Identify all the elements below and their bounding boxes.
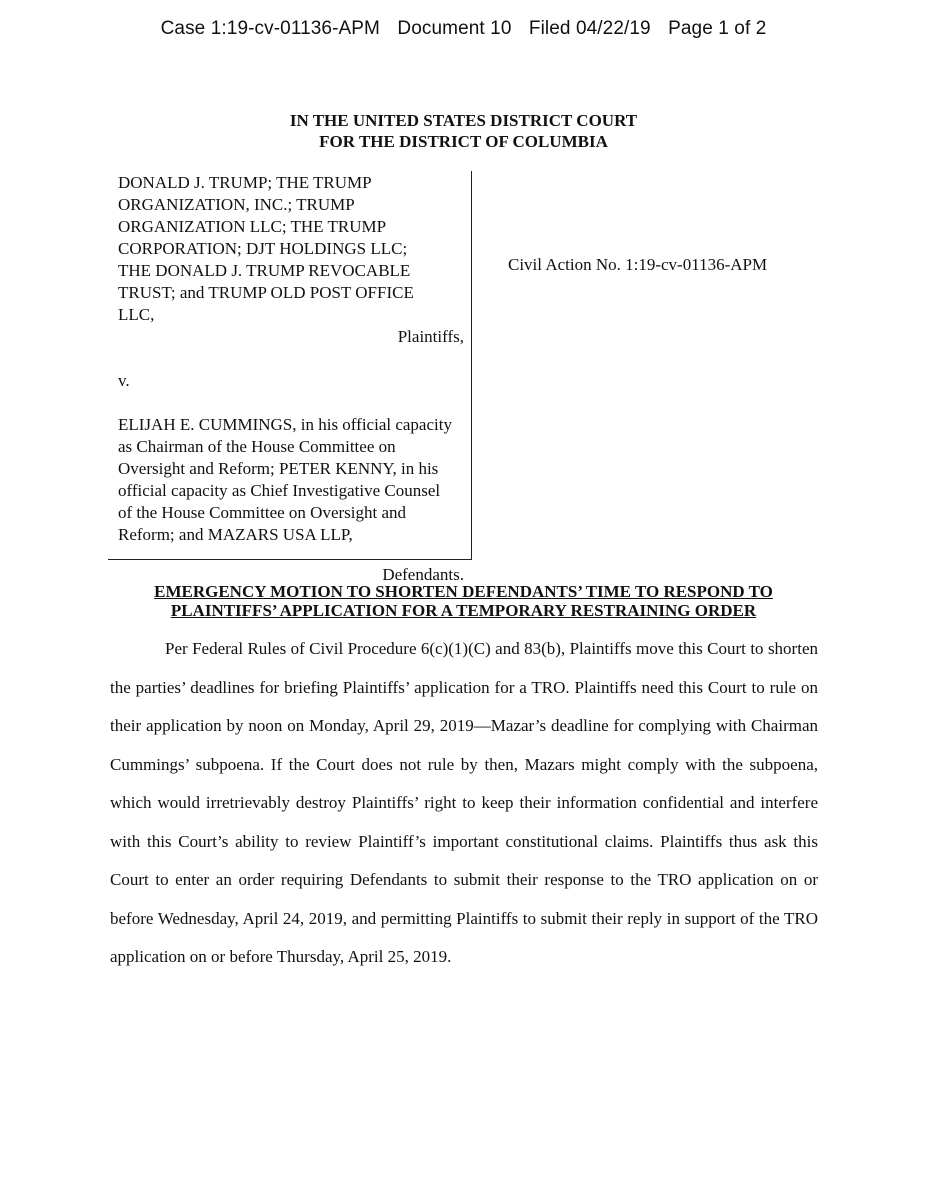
plaintiffs-line: THE DONALD J. TRUMP REVOCABLE [118,261,411,280]
page-indicator: Page 1 of 2 [668,18,767,39]
court-name-line2: FOR THE DISTRICT OF COLUMBIA [319,132,608,151]
case-number: Case 1:19-cv-01136-APM [160,18,380,39]
defendants-role: Defendants. [382,565,464,584]
case-caption-parties [118,172,464,586]
versus: v. [118,371,130,390]
motion-title-line2: PLAINTIFFS’ APPLICATION FOR A TEMPORARY RESTRAINING ORDER [170,601,757,620]
filed-date: Filed 04/22/19 [528,18,651,39]
defendants-line: of the House Committee on Oversight and [118,503,407,522]
civil-action-number: Civil Action No. 1:19-cv-01136-APM [508,255,768,274]
defendants-line: official capacity as Chief Investigative Counsel [118,481,441,500]
defendants-line: ELIJAH E. CUMMINGS, in his official capacity [118,415,452,434]
plaintiffs-line: DONALD J. TRUMP; THE TRUMP [118,173,372,192]
plaintiffs-line: LLC, [118,305,155,324]
motion-body-paragraph: Per Federal Rules of Civil Procedure 6(c)(1)(C) and 83(b), Plaintiffs move this Court to shorten the parties’ deadlines for briefing Plaintiffs’ application for a TRO. Plaintiffs need this Court to rule on their application by noon on Monday, April 29, 2019—Mazar’s deadline for complying with Chairman Cummings’ subpoena. If the Court does not rule by then, Mazars might comply with the subpoena, which would irretrievably destroy Plaintiffs’ right to keep their information confidential and interfere with this Court’s ability to review Plaintiff’s important constitutional claims. Plaintiffs thus ask this Court to enter an order requiring Defendants to submit their response to the TRO application on or before Wednesday, April 24, 2019, and permitting Plaintiffs to submit their reply in support of the TRO application on or before Thursday, April 25, 2019. [110,639,818,966]
plaintiffs-line: ORGANIZATION LLC; THE TRUMP [118,217,387,236]
court-name-line1: IN THE UNITED STATES DISTRICT COURT [289,111,638,130]
caption-horizontal-rule [108,559,472,560]
motion-title-line1: EMERGENCY MOTION TO SHORTEN DEFENDANTS’ TIME TO RESPOND TO [154,582,773,601]
document-number: Document 10 [397,18,512,39]
defendants-names [118,414,464,546]
caption-vertical-rule [471,171,472,559]
plaintiffs-line: CORPORATION; DJT HOLDINGS LLC; [118,239,408,258]
plaintiffs-names [118,172,464,326]
motion-title [0,582,927,620]
plaintiffs-line: ORGANIZATION, INC.; TRUMP [118,195,355,214]
defendants-line: Oversight and Reform; PETER KENNY, in his [118,459,439,478]
plaintiffs-role: Plaintiffs, [397,327,464,346]
plaintiffs-line: TRUST; and TRUMP OLD POST OFFICE [118,283,414,302]
defendants-line: Reform; and MAZARS USA LLP, [118,525,353,544]
court-heading [0,110,927,152]
ecf-header [0,18,927,40]
defendants-line: as Chairman of the House Committee on [118,437,396,456]
